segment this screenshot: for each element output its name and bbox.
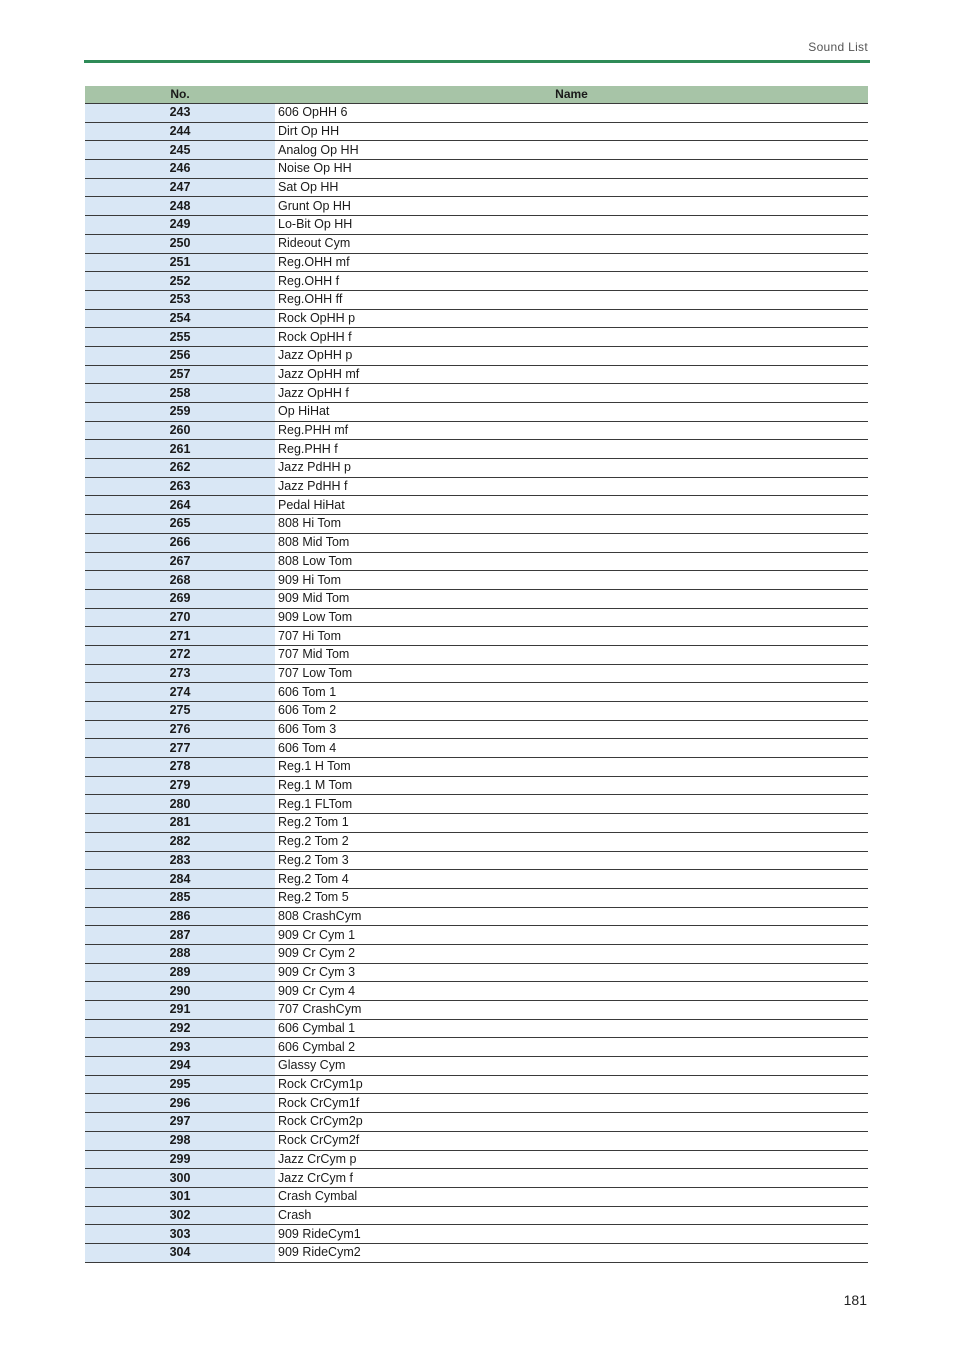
sound-number: 250 [85, 234, 275, 253]
sound-name: Reg.1 FLTom [275, 795, 868, 814]
sound-number: 265 [85, 515, 275, 534]
sound-number: 292 [85, 1019, 275, 1038]
sound-name: 909 Cr Cym 3 [275, 963, 868, 982]
sound-name: Rock CrCym2f [275, 1131, 868, 1150]
table-row [85, 1038, 868, 1057]
table-row [85, 627, 868, 646]
sound-number: 259 [85, 403, 275, 422]
sound-name: Rock OpHH p [275, 309, 868, 328]
sound-name: 606 Tom 4 [275, 739, 868, 758]
sound-number: 282 [85, 832, 275, 851]
sound-name: Jazz CrCym f [275, 1169, 868, 1188]
sound-number: 283 [85, 851, 275, 870]
table-row [85, 645, 868, 664]
sound-name: Reg.2 Tom 4 [275, 870, 868, 889]
sound-name: 909 Low Tom [275, 608, 868, 627]
sound-number: 293 [85, 1038, 275, 1057]
table-row [85, 515, 868, 534]
sound-name: Lo-Bit Op HH [275, 216, 868, 235]
sound-number: 251 [85, 253, 275, 272]
sound-name: 606 Tom 1 [275, 683, 868, 702]
sound-name: 707 Mid Tom [275, 645, 868, 664]
table-row [85, 328, 868, 347]
table-row [85, 477, 868, 496]
sound-number: 298 [85, 1131, 275, 1150]
sound-number: 288 [85, 944, 275, 963]
sound-number: 287 [85, 926, 275, 945]
sound-number: 252 [85, 272, 275, 291]
table-row [85, 141, 868, 160]
sound-name: Jazz PdHH p [275, 459, 868, 478]
sound-name: Reg.2 Tom 5 [275, 888, 868, 907]
sound-number: 263 [85, 477, 275, 496]
sound-number: 268 [85, 571, 275, 590]
sound-name: Grunt Op HH [275, 197, 868, 216]
table-row [85, 533, 868, 552]
sound-name: Jazz CrCym p [275, 1150, 868, 1169]
table-row [85, 1169, 868, 1188]
table-row [85, 197, 868, 216]
sound-name: 909 Cr Cym 1 [275, 926, 868, 945]
table-row [85, 944, 868, 963]
sound-number: 243 [85, 104, 275, 123]
table-row [85, 1057, 868, 1076]
sound-name: Reg.2 Tom 2 [275, 832, 868, 851]
sound-name: Jazz OpHH f [275, 384, 868, 403]
sound-name: 606 Cymbal 2 [275, 1038, 868, 1057]
table-row [85, 776, 868, 795]
sound-number: 270 [85, 608, 275, 627]
sound-number: 253 [85, 290, 275, 309]
table-row [85, 1206, 868, 1225]
table-row [85, 459, 868, 478]
sound-number: 248 [85, 197, 275, 216]
sound-number: 264 [85, 496, 275, 515]
sound-name: Crash Cymbal [275, 1187, 868, 1206]
sound-name: Rideout Cym [275, 234, 868, 253]
column-header-no: No. [85, 86, 275, 104]
table-header-row [85, 86, 868, 104]
sound-list-table [85, 86, 868, 1263]
sound-number: 296 [85, 1094, 275, 1113]
sound-name: 606 OpHH 6 [275, 104, 868, 123]
column-header-name: Name [275, 86, 868, 104]
table-row [85, 1243, 868, 1262]
sound-number: 247 [85, 178, 275, 197]
sound-name: 808 Mid Tom [275, 533, 868, 552]
table-row [85, 384, 868, 403]
sound-name: 909 Hi Tom [275, 571, 868, 590]
sound-name: 909 Mid Tom [275, 589, 868, 608]
sound-number: 280 [85, 795, 275, 814]
sound-name: 909 Cr Cym 2 [275, 944, 868, 963]
table-row [85, 664, 868, 683]
table-row [85, 1131, 868, 1150]
sound-number: 246 [85, 160, 275, 179]
table-row [85, 496, 868, 515]
table-row [85, 888, 868, 907]
table-row [85, 982, 868, 1001]
table-row [85, 702, 868, 721]
table-row [85, 814, 868, 833]
sound-number: 274 [85, 683, 275, 702]
sound-name: 606 Cymbal 1 [275, 1019, 868, 1038]
sound-number: 294 [85, 1057, 275, 1076]
table-row [85, 589, 868, 608]
sound-number: 258 [85, 384, 275, 403]
sound-number: 303 [85, 1225, 275, 1244]
table-row [85, 926, 868, 945]
table-row [85, 440, 868, 459]
table-row [85, 216, 868, 235]
table-row [85, 683, 868, 702]
sound-name: Reg.1 M Tom [275, 776, 868, 795]
table-row [85, 1001, 868, 1020]
sound-name: Noise Op HH [275, 160, 868, 179]
table-row [85, 365, 868, 384]
table-row [85, 1113, 868, 1132]
sound-number: 295 [85, 1075, 275, 1094]
table-row [85, 870, 868, 889]
table-row [85, 907, 868, 926]
sound-number: 249 [85, 216, 275, 235]
sound-name: 808 Hi Tom [275, 515, 868, 534]
header-divider [84, 60, 870, 63]
sound-name: Rock CrCym1p [275, 1075, 868, 1094]
sound-name: Rock CrCym1f [275, 1094, 868, 1113]
sound-name: 909 RideCym2 [275, 1243, 868, 1262]
sound-name: Dirt Op HH [275, 122, 868, 141]
table-row [85, 272, 868, 291]
sound-number: 255 [85, 328, 275, 347]
sound-name: Crash [275, 1206, 868, 1225]
table-row [85, 403, 868, 422]
sound-number: 261 [85, 440, 275, 459]
table-row [85, 832, 868, 851]
table-row [85, 1019, 868, 1038]
sound-number: 271 [85, 627, 275, 646]
sound-number: 260 [85, 421, 275, 440]
sound-name: 707 Hi Tom [275, 627, 868, 646]
sound-name: 808 Low Tom [275, 552, 868, 571]
sound-name: Reg.1 H Tom [275, 758, 868, 777]
sound-name: Reg.PHH f [275, 440, 868, 459]
sound-number: 269 [85, 589, 275, 608]
table-row [85, 290, 868, 309]
sound-number: 273 [85, 664, 275, 683]
sound-name: Reg.OHH f [275, 272, 868, 291]
sound-name: Op HiHat [275, 403, 868, 422]
sound-number: 266 [85, 533, 275, 552]
sound-name: Reg.OHH ff [275, 290, 868, 309]
table-row [85, 720, 868, 739]
sound-name: 808 CrashCym [275, 907, 868, 926]
sound-name: Jazz OpHH p [275, 346, 868, 365]
table-row [85, 160, 868, 179]
sound-name: Reg.PHH mf [275, 421, 868, 440]
sound-number: 244 [85, 122, 275, 141]
sound-number: 286 [85, 907, 275, 926]
sound-number: 262 [85, 459, 275, 478]
table-row [85, 795, 868, 814]
sound-number: 300 [85, 1169, 275, 1188]
sound-name: 707 CrashCym [275, 1001, 868, 1020]
table-row [85, 1187, 868, 1206]
sound-name: Reg.2 Tom 3 [275, 851, 868, 870]
table-row [85, 421, 868, 440]
table-row [85, 851, 868, 870]
sound-name: 909 Cr Cym 4 [275, 982, 868, 1001]
sound-name: 909 RideCym1 [275, 1225, 868, 1244]
sound-name: Analog Op HH [275, 141, 868, 160]
table-row [85, 552, 868, 571]
table-row [85, 309, 868, 328]
sound-number: 284 [85, 870, 275, 889]
sound-name: Sat Op HH [275, 178, 868, 197]
table-row [85, 178, 868, 197]
sound-number: 277 [85, 739, 275, 758]
sound-number: 245 [85, 141, 275, 160]
table-row [85, 758, 868, 777]
sound-number: 267 [85, 552, 275, 571]
sound-name: Rock OpHH f [275, 328, 868, 347]
sound-name: Reg.OHH mf [275, 253, 868, 272]
table-row [85, 1225, 868, 1244]
table-row [85, 234, 868, 253]
sound-name: 606 Tom 2 [275, 702, 868, 721]
table-row [85, 963, 868, 982]
sound-name: Reg.2 Tom 1 [275, 814, 868, 833]
table-row [85, 1075, 868, 1094]
table-row [85, 571, 868, 590]
table-row [85, 346, 868, 365]
sound-number: 256 [85, 346, 275, 365]
sound-number: 301 [85, 1187, 275, 1206]
table-row [85, 739, 868, 758]
table-row [85, 253, 868, 272]
sound-name: Glassy Cym [275, 1057, 868, 1076]
section-title: Sound List [808, 40, 868, 54]
sound-name: 606 Tom 3 [275, 720, 868, 739]
sound-name: Pedal HiHat [275, 496, 868, 515]
sound-number: 302 [85, 1206, 275, 1225]
sound-number: 254 [85, 309, 275, 328]
page-number: 181 [843, 1292, 867, 1308]
sound-number: 275 [85, 702, 275, 721]
sound-number: 257 [85, 365, 275, 384]
sound-name: 707 Low Tom [275, 664, 868, 683]
sound-number: 297 [85, 1113, 275, 1132]
sound-number: 281 [85, 814, 275, 833]
sound-number: 272 [85, 645, 275, 664]
table-row [85, 104, 868, 123]
sound-number: 299 [85, 1150, 275, 1169]
sound-number: 304 [85, 1243, 275, 1262]
table-body [85, 104, 868, 1263]
table-row [85, 608, 868, 627]
sound-number: 285 [85, 888, 275, 907]
sound-name: Rock CrCym2p [275, 1113, 868, 1132]
table-row [85, 1094, 868, 1113]
sound-number: 290 [85, 982, 275, 1001]
sound-number: 289 [85, 963, 275, 982]
table-row [85, 1150, 868, 1169]
sound-number: 279 [85, 776, 275, 795]
sound-number: 291 [85, 1001, 275, 1020]
table-row [85, 122, 868, 141]
sound-number: 278 [85, 758, 275, 777]
sound-name: Jazz PdHH f [275, 477, 868, 496]
sound-number: 276 [85, 720, 275, 739]
sound-name: Jazz OpHH mf [275, 365, 868, 384]
